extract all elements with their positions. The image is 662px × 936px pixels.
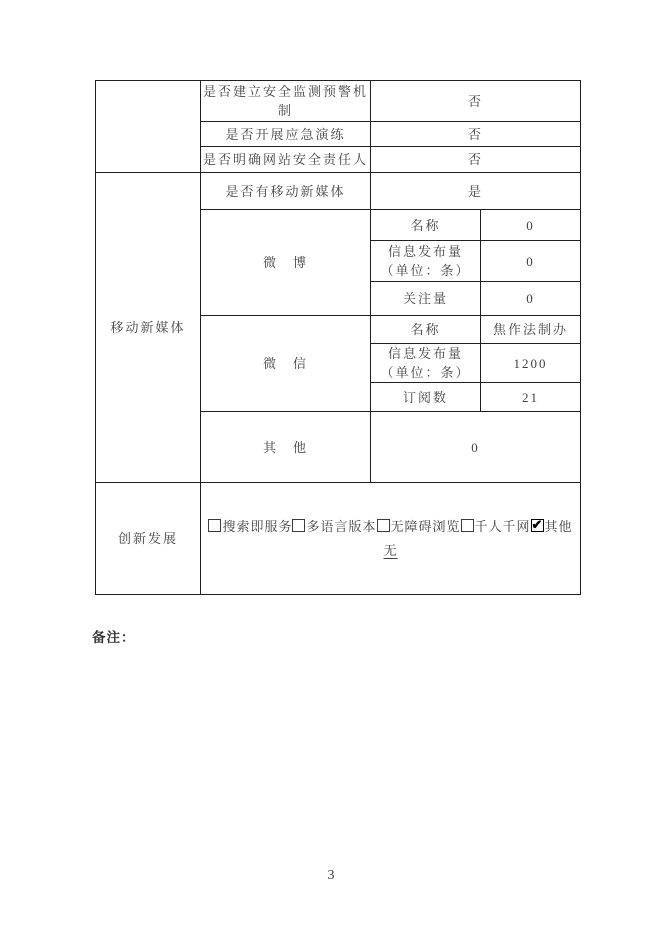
weibo-followers-value: 0 [481,282,581,316]
table-row [96,173,581,210]
checkbox-unchecked-icon [208,519,221,532]
mobile-media-header-cell: 移动新媒体 [96,173,201,483]
report-table [95,80,581,595]
weibo-header-cell: 微 博 [201,210,371,316]
innovation-option-multilang[interactable] [292,519,376,534]
weibo-posts-label: 信息发布量 （单位：条） [371,241,481,282]
wechat-posts-label: 信息发布量 （单位：条） [371,344,481,383]
innovation-option-accessibility[interactable] [377,519,461,534]
innovation-option-label: 搜索即服务 [222,519,293,534]
weibo-posts-value: 0 [481,241,581,282]
wechat-header-cell: 微 信 [201,316,371,412]
wechat-subscribers-label: 订阅数 [371,383,481,412]
security-question-0: 是否建立安全监测预警机制 [201,81,371,122]
innovation-option-personalized[interactable] [461,519,531,534]
innovation-options [201,517,580,537]
innovation-option-label: 多语言版本 [306,519,377,534]
checkbox-unchecked-icon [292,519,305,532]
security-answer-1: 否 [371,122,581,147]
wechat-name-value: 焦作法制办 [481,316,581,344]
weibo-name-value: 0 [481,210,581,241]
innovation-option-label: 千人千网 [474,519,531,534]
security-answer-2: 否 [371,147,581,173]
page-number: 3 [327,868,335,883]
empty-left-header-cell [96,81,201,173]
wechat-posts-value: 1200 [481,344,581,383]
weibo-name-label: 名称 [371,210,481,241]
table-row [96,81,581,122]
has-mobile-answer: 是 [371,173,581,210]
innovation-option-other[interactable] [531,519,573,534]
remark-label: 备注： [92,630,136,645]
innovation-header-cell: 创新发展 [96,483,201,595]
other-media-label: 其 他 [201,412,371,483]
table-row [96,483,581,595]
security-question-1: 是否开展应急演练 [201,122,371,147]
wechat-name-label: 名称 [371,316,481,344]
innovation-option-label: 其他 [544,519,573,534]
security-answer-0: 否 [371,81,581,122]
weibo-followers-label: 关注量 [371,282,481,316]
checkbox-checked-icon [531,519,544,532]
innovation-other-text: 无 [383,543,398,558]
innovation-content-cell [201,483,581,595]
other-media-value: 0 [371,412,581,483]
innovation-option-label: 无障碍浏览 [390,519,461,534]
has-mobile-question: 是否有移动新媒体 [201,173,371,210]
wechat-subscribers-value: 21 [481,383,581,412]
innovation-option-search[interactable] [208,519,292,534]
security-question-2: 是否明确网站安全责任人 [201,147,371,173]
checkbox-unchecked-icon [377,519,390,532]
checkbox-unchecked-icon [461,519,474,532]
checkmark-icon: ✔ [531,517,543,532]
innovation-other-line [201,541,580,560]
